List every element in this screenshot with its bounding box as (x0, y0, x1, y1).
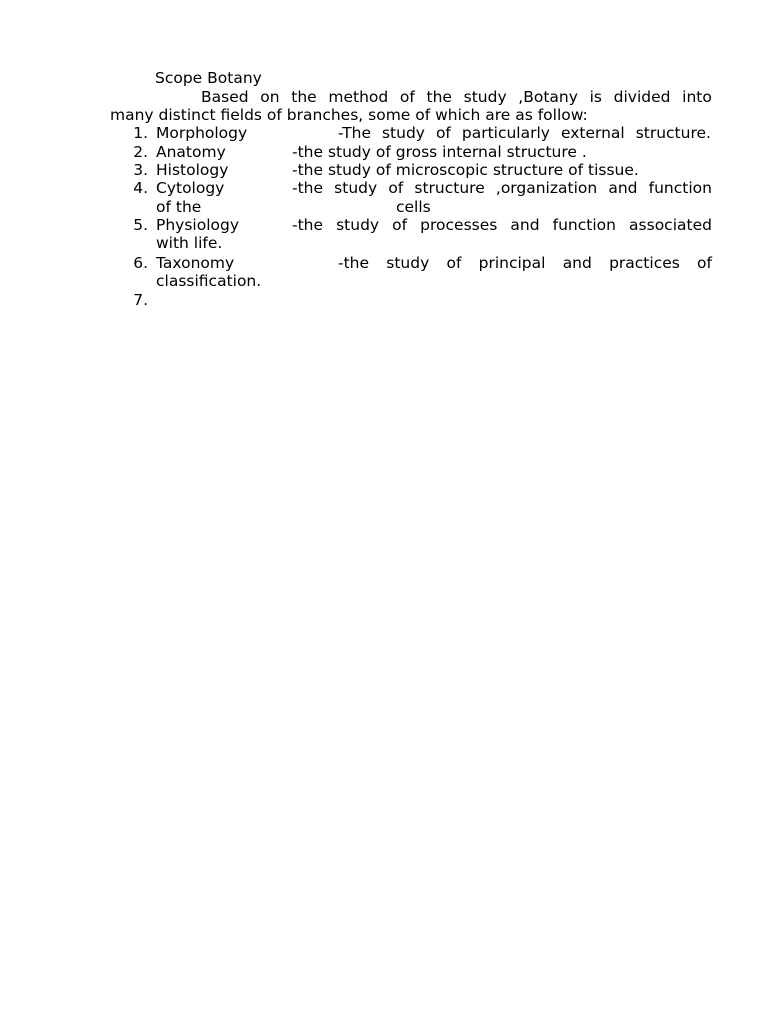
list-item-term: Physiology (156, 216, 240, 234)
word: -the (338, 254, 370, 272)
list-item-description: -the study of microscopic structure of tissue. (292, 161, 639, 179)
word: of (399, 88, 415, 106)
list-number: 3. (133, 161, 148, 179)
word: structure (414, 179, 485, 197)
word: of (697, 254, 712, 272)
list-item-description (338, 124, 711, 142)
list-item-continuation: classification. (156, 272, 262, 290)
list-number: 7. (133, 291, 148, 309)
word: of (446, 254, 462, 272)
word: principal (478, 254, 546, 272)
word: the (426, 88, 452, 106)
list-item-continuation: of the (156, 198, 202, 216)
list-item-description (292, 179, 712, 197)
word: practices (609, 254, 680, 272)
word: function (648, 179, 712, 197)
word: study (334, 179, 378, 197)
word: divided (613, 88, 671, 106)
list-item-term: Anatomy (156, 143, 226, 161)
word: of (435, 124, 451, 142)
word: -the (292, 179, 324, 197)
list-number: 1. (133, 124, 148, 142)
list-item-term: Morphology (156, 124, 248, 142)
list-item-term: Cytology (156, 179, 225, 197)
list-item-description (292, 216, 712, 234)
word: on (260, 88, 280, 106)
word: study (336, 216, 380, 234)
word: is (589, 88, 602, 106)
word: -the (292, 216, 324, 234)
word: -The (338, 124, 371, 142)
word: structure. (635, 124, 711, 142)
word: and (608, 179, 638, 197)
list-item-continuation: cells (396, 198, 431, 216)
list-item-term: Taxonomy (156, 254, 235, 272)
intro-line-2: many distinct fields of branches, some of which are as follow: (110, 106, 588, 124)
intro-line-1 (201, 88, 712, 106)
list-number: 6. (133, 254, 148, 272)
list-number: 2. (133, 143, 148, 161)
word: and (562, 254, 592, 272)
word: associated (629, 216, 712, 234)
word: Based (201, 88, 249, 106)
document-heading: Scope Botany (155, 69, 262, 87)
word: ,organization (495, 179, 598, 197)
word: ,Botany (518, 88, 578, 106)
list-item-description (338, 254, 712, 272)
word: study (386, 254, 430, 272)
list-item-continuation: with life. (156, 234, 223, 252)
list-item-description: -the study of gross internal structure . (292, 143, 587, 161)
list-number: 5. (133, 216, 148, 234)
word: particularly (461, 124, 550, 142)
word: method (328, 88, 389, 106)
word: and (510, 216, 540, 234)
word: function (552, 216, 616, 234)
word: processes (420, 216, 498, 234)
word: the (291, 88, 317, 106)
word: study (381, 124, 425, 142)
word: into (682, 88, 712, 106)
word: of (388, 179, 404, 197)
word: external (560, 124, 625, 142)
word: of (392, 216, 408, 234)
word: study (463, 88, 507, 106)
list-item-term: Histology (156, 161, 229, 179)
list-number: 4. (133, 179, 148, 197)
